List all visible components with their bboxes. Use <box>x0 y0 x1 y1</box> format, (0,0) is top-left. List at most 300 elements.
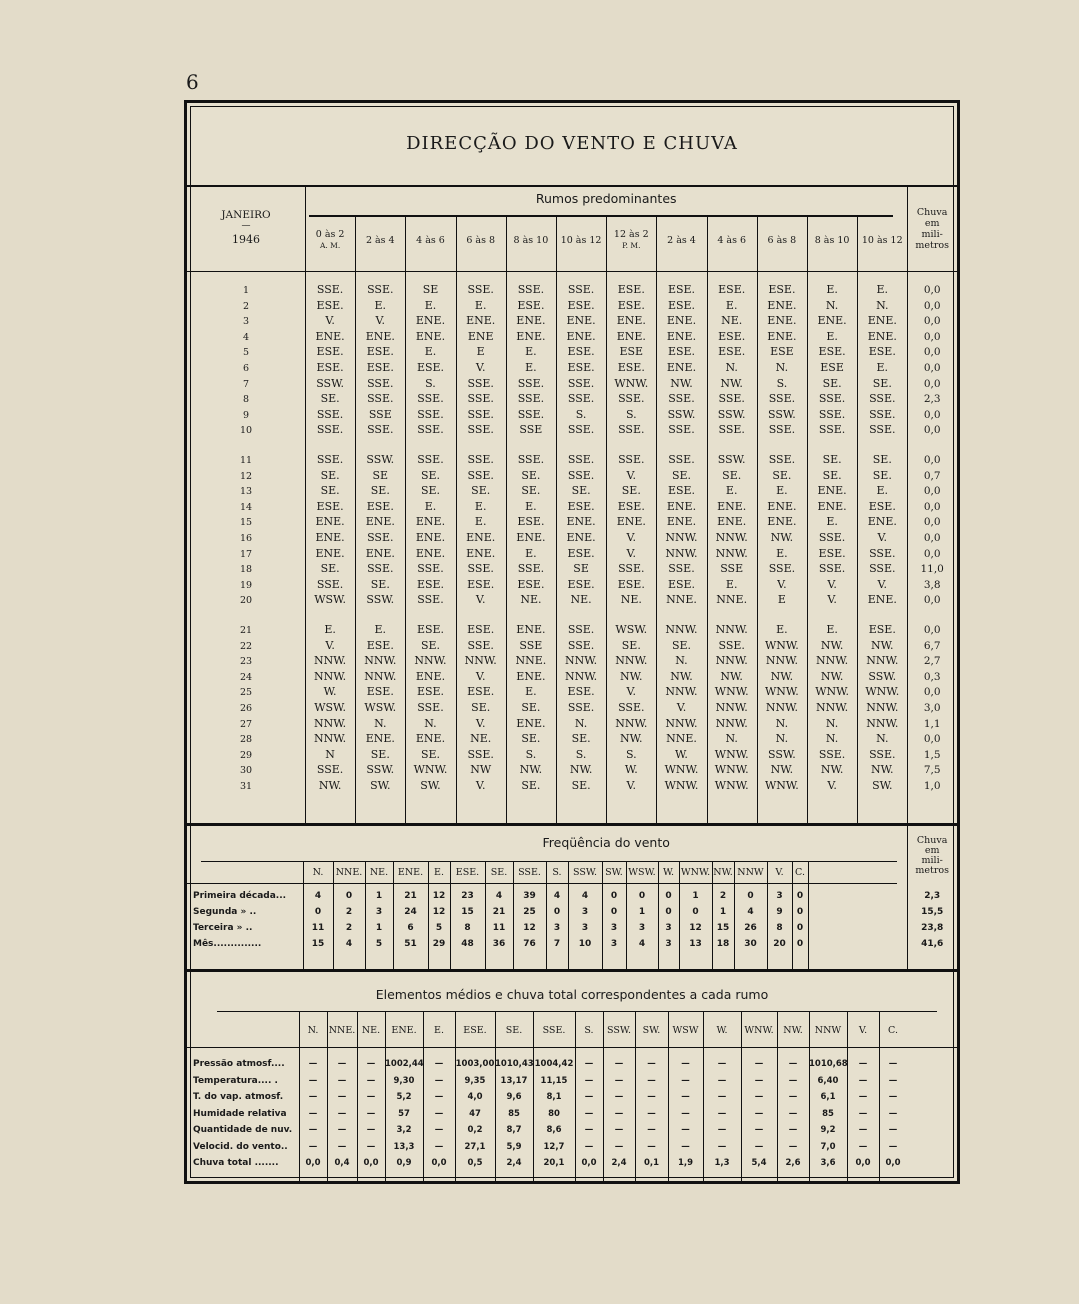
wind-direction: NW. <box>820 669 844 683</box>
wind-direction: ENE. <box>466 531 496 544</box>
elem-value: — <box>614 1075 624 1086</box>
wind-direction: E. <box>474 298 487 312</box>
wind-direction: SSW. <box>366 453 395 466</box>
elem-value: — <box>788 1075 798 1086</box>
rain-value: 0,0 <box>923 532 941 544</box>
rain-header-line: metros <box>915 240 949 251</box>
wind-direction: V. <box>325 638 335 652</box>
elem-value: — <box>788 1108 798 1119</box>
rain-header-line: mili- <box>921 229 943 240</box>
wind-direction: NNW. <box>565 669 598 683</box>
time-header: 10 às 12 <box>560 235 602 246</box>
freq-header: W. <box>662 867 675 878</box>
wind-direction: WNW. <box>664 779 699 792</box>
freq-header: SW. <box>605 867 623 878</box>
wind-direction: V. <box>777 577 787 591</box>
wind-direction: E. <box>424 298 437 312</box>
wind-direction: E. <box>525 499 537 513</box>
wind-direction: ENE. <box>566 329 596 343</box>
wind-direction: SSE. <box>567 453 595 466</box>
table-frame <box>184 100 960 1184</box>
day-number: 2 <box>242 300 250 312</box>
wind-direction: WNW. <box>413 763 448 777</box>
elem-value: — <box>681 1059 690 1069</box>
elem-value: 7,0 <box>820 1141 836 1152</box>
rule <box>187 823 957 826</box>
day-number: 28 <box>239 734 253 746</box>
freq-row-label: Segunda » .. <box>193 907 257 917</box>
freq-value: 13 <box>689 939 702 949</box>
day-number: 29 <box>239 749 253 761</box>
wind-direction: E. <box>776 623 788 636</box>
freq-value: 3 <box>665 939 672 949</box>
wind-direction: SSE. <box>768 453 796 466</box>
freq-value: 1 <box>375 891 383 901</box>
wind-direction: NW. <box>820 638 844 652</box>
elem-value: — <box>366 1125 376 1135</box>
wind-direction: WNW. <box>664 763 699 777</box>
wind-direction: SSE. <box>567 283 595 296</box>
rain-header-line: Chuva <box>916 207 948 218</box>
wind-direction: SE. <box>621 484 641 498</box>
freq-value: 0 <box>553 907 561 917</box>
wind-direction: ENE. <box>466 546 496 560</box>
freq-value: 1 <box>692 891 699 901</box>
rain-value: 0,0 <box>923 686 941 699</box>
wind-direction: V. <box>626 546 637 560</box>
wind-direction: NNW. <box>314 732 347 746</box>
wind-direction: SSE. <box>718 638 745 652</box>
freq-value: 0 <box>345 891 353 901</box>
wind-direction: WNW. <box>815 685 849 699</box>
freq-value: 76 <box>523 939 536 949</box>
page-title: DIRECÇÃO DO VENTO E CHUVA <box>406 133 738 154</box>
freq-value: 4 <box>314 891 322 901</box>
elem-value: 8,6 <box>546 1125 562 1135</box>
elem-header: NNW <box>814 1025 842 1036</box>
wind-direction: SSE. <box>567 623 595 636</box>
wind-direction: SE. <box>671 468 692 482</box>
elem-value: — <box>888 1092 898 1102</box>
elem-value: — <box>434 1059 444 1069</box>
wind-direction: ESE. <box>718 283 746 296</box>
wind-direction: ENE. <box>315 546 345 560</box>
elem-value: — <box>337 1059 347 1069</box>
time-header: 0 às 2 <box>315 229 345 240</box>
wind-direction: NE. <box>470 732 492 746</box>
freq-value: 5 <box>435 923 443 933</box>
elem-value: — <box>337 1141 347 1152</box>
elem-header: V. <box>858 1025 868 1036</box>
wind-direction: SSE. <box>417 392 444 406</box>
wind-direction: NNW. <box>314 669 347 683</box>
freq-value: 2 <box>719 891 727 901</box>
wind-direction: SSE. <box>668 423 695 437</box>
wind-direction: V. <box>626 685 637 699</box>
wind-direction: E <box>476 345 485 359</box>
wind-direction: SSE. <box>467 747 494 761</box>
wind-direction: ENE. <box>516 623 546 636</box>
elem-header: ENE. <box>391 1025 417 1036</box>
wind-direction: SSE. <box>367 531 394 544</box>
wind-direction: ESE. <box>467 577 495 591</box>
wind-direction: V. <box>877 531 888 544</box>
day-number: 25 <box>239 687 253 699</box>
wind-direction: SSE <box>368 407 392 421</box>
freq-value: 2 <box>345 923 353 933</box>
elem-value: — <box>858 1125 868 1135</box>
elem-value: 2,4 <box>506 1158 522 1168</box>
wind-direction: NNW. <box>615 716 648 730</box>
wind-direction: SSE. <box>869 562 896 576</box>
wind-direction: SSE. <box>467 423 494 437</box>
day-number: 11 <box>239 455 253 466</box>
elem-value: 0,0 <box>305 1158 321 1168</box>
elem-value: — <box>337 1075 347 1086</box>
wind-direction: SSE. <box>417 562 444 576</box>
wind-direction: NNW. <box>665 685 698 699</box>
rain-value: 0,0 <box>923 516 941 529</box>
wind-direction: E. <box>374 623 387 636</box>
elem-value: — <box>434 1141 444 1152</box>
wind-direction: NW. <box>620 732 643 746</box>
wind-direction: ENE. <box>566 531 596 544</box>
wind-direction: SSE. <box>869 747 896 761</box>
rain-value: 0,0 <box>923 299 941 312</box>
rain-value: 0,0 <box>923 362 941 374</box>
wind-direction: ESE. <box>517 577 545 591</box>
rain-value: 6,7 <box>923 639 941 652</box>
wind-direction: ENE. <box>767 515 797 529</box>
wind-direction: NNE. <box>515 654 547 668</box>
wind-direction: V. <box>325 314 335 328</box>
freq-value: 3 <box>581 907 589 917</box>
wind-direction: SE. <box>471 701 491 714</box>
wind-direction: E. <box>725 577 738 591</box>
wind-direction: SSE. <box>818 531 846 544</box>
rain-value: 1,5 <box>923 748 941 761</box>
rain-header-line: mili- <box>921 855 943 866</box>
freq-value: 9 <box>776 907 783 917</box>
rain-value: 0,0 <box>923 408 941 421</box>
elem-value: — <box>366 1108 376 1119</box>
wind-direction: SW. <box>872 779 893 792</box>
elem-value: — <box>647 1059 656 1069</box>
wind-direction: NW. <box>720 376 743 390</box>
wind-direction: SSE. <box>517 453 545 466</box>
freq-value: 3 <box>581 923 589 933</box>
wind-direction: N. <box>775 716 789 730</box>
freq-value: 36 <box>492 939 506 949</box>
wind-direction: NW. <box>770 763 794 777</box>
wind-direction: E. <box>525 546 537 560</box>
elem-value: — <box>717 1141 727 1152</box>
wind-direction: E. <box>826 283 838 296</box>
day-number: 20 <box>239 595 253 607</box>
wind-direction: ESE. <box>818 546 846 560</box>
elem-value: — <box>717 1108 727 1119</box>
rule <box>187 883 897 884</box>
wind-direction: ESE. <box>366 345 394 359</box>
freq-value: 23 <box>461 891 474 901</box>
wind-direction: ENE. <box>566 515 596 529</box>
wind-direction: SSW. <box>366 763 395 777</box>
wind-direction: SSW. <box>316 376 344 390</box>
rain-value: 0,0 <box>923 454 941 466</box>
elem-value: — <box>614 1108 624 1119</box>
rain-header-line: em <box>924 218 940 229</box>
wind-direction: SSW. <box>768 407 796 421</box>
elem-value: 9,6 <box>506 1092 522 1102</box>
wind-direction: WNW. <box>764 685 799 699</box>
elem-value: — <box>647 1092 656 1102</box>
freq-header: SSW. <box>573 867 597 878</box>
wind-direction: SE. <box>772 468 792 482</box>
elem-value: — <box>888 1141 898 1152</box>
elem-value: 1010,43 <box>495 1059 534 1069</box>
wind-direction: E. <box>876 361 889 374</box>
day-number: 1 <box>242 285 250 296</box>
elem-value: — <box>647 1108 656 1119</box>
freq-value: 15 <box>461 907 474 917</box>
freq-value: 30 <box>744 939 757 949</box>
elem-value: — <box>754 1108 764 1119</box>
freq-value: 0 <box>665 907 672 917</box>
wind-direction: NNE. <box>716 593 748 607</box>
rule <box>187 1047 957 1048</box>
freq-header: NW. <box>713 867 733 878</box>
elem-value: 12,7 <box>543 1141 565 1152</box>
rain-header-line: metros <box>915 865 949 876</box>
wind-direction: SSE. <box>467 283 494 296</box>
wind-direction: SE. <box>571 732 591 746</box>
freq-value: 21 <box>404 891 417 901</box>
freq-value: 0 <box>638 891 646 901</box>
wind-direction: ENE. <box>415 531 446 544</box>
wind-direction: SSE. <box>316 577 344 591</box>
freq-row-label: Primeira década... <box>193 891 287 901</box>
wind-direction: SSE. <box>367 376 394 390</box>
elem-header: S. <box>584 1025 594 1036</box>
wind-direction: NW. <box>318 779 342 792</box>
wind-direction: ESE. <box>718 329 746 343</box>
elem-value: — <box>888 1059 898 1069</box>
wind-direction: V. <box>827 593 837 607</box>
day-number: 7 <box>242 378 250 390</box>
wind-direction: ESE <box>770 345 794 359</box>
wind-direction: ESE. <box>366 499 394 513</box>
wind-direction: E. <box>525 345 537 359</box>
wind-direction: NW. <box>670 669 693 683</box>
freq-header: ENE. <box>397 867 424 878</box>
wind-direction: V. <box>475 593 486 607</box>
wind-direction: NNW. <box>615 654 648 668</box>
wind-direction: ESE. <box>667 577 696 591</box>
wind-direction: ESE. <box>567 298 595 312</box>
elem-value: — <box>337 1108 347 1119</box>
elem-value: 4,0 <box>467 1092 483 1102</box>
elem-row-label: Quantidade de nuv. <box>193 1125 293 1135</box>
rain-value: 0,0 <box>923 624 941 636</box>
elem-value: 27,1 <box>464 1141 486 1152</box>
wind-direction: NW. <box>820 763 844 777</box>
wind-direction: ESE. <box>467 685 495 699</box>
wind-direction: ESE. <box>667 484 696 498</box>
wind-direction: V. <box>475 779 486 792</box>
wind-direction: NE. <box>520 593 542 607</box>
freq-header: SE. <box>490 867 508 878</box>
elem-header: C. <box>888 1025 898 1036</box>
wind-direction: SSE. <box>467 392 494 406</box>
elem-value: 6,1 <box>820 1092 836 1102</box>
elem-value: — <box>681 1108 690 1119</box>
wind-direction: ESE. <box>567 345 595 359</box>
wind-direction: W. <box>323 685 337 699</box>
wind-direction: N. <box>825 732 839 746</box>
wind-direction: WSW. <box>615 623 648 636</box>
wind-direction: SSE. <box>618 701 645 714</box>
rain-value: 3,0 <box>923 702 941 714</box>
freq-value: 12 <box>689 923 702 933</box>
elem-row-label: Pressão atmosf.... <box>193 1059 285 1069</box>
wind-direction: ENE. <box>616 515 646 529</box>
elem-value: 2,6 <box>785 1158 801 1168</box>
wind-direction: NNW. <box>715 716 748 730</box>
wind-direction: WNW. <box>614 376 649 390</box>
wind-direction: ESE. <box>617 499 645 513</box>
wind-direction: ENE. <box>666 361 697 374</box>
wind-direction: SE. <box>320 562 340 576</box>
elem-value: 1,3 <box>714 1158 730 1168</box>
elem-value: 0,0 <box>855 1158 871 1168</box>
freq-header: NNE. <box>335 867 363 878</box>
elem-value: 57 <box>398 1108 410 1119</box>
wind-direction: W. <box>624 763 638 777</box>
elem-value: — <box>788 1141 798 1152</box>
wind-direction: SE <box>573 562 589 576</box>
freq-value: 8 <box>776 923 783 933</box>
freq-value: 4 <box>638 939 646 949</box>
wind-direction: ESE. <box>517 298 545 312</box>
freq-value: 12 <box>432 891 446 901</box>
elem-value: — <box>888 1125 898 1135</box>
wind-direction: S. <box>525 747 537 761</box>
wind-direction: ENE. <box>616 314 646 328</box>
wind-direction: SE. <box>521 779 541 792</box>
wind-direction: SSE. <box>316 453 344 466</box>
elem-value: 0,2 <box>467 1125 483 1135</box>
wind-direction: ESE. <box>667 283 696 296</box>
wind-direction: WNW. <box>865 685 900 699</box>
elem-value: — <box>754 1125 764 1135</box>
wind-direction: NW. <box>871 638 894 652</box>
wind-direction: SSE. <box>567 638 595 652</box>
wind-direction: ESE. <box>416 685 445 699</box>
time-header-period: A. M. <box>319 241 341 250</box>
freq-header: C. <box>795 867 805 878</box>
wind-direction: ENE. <box>516 314 546 328</box>
elem-value: 0,0 <box>581 1158 597 1168</box>
wind-direction: ESE. <box>667 345 696 359</box>
freq-value: 0 <box>692 907 699 917</box>
freq-header: E. <box>434 867 444 878</box>
elem-value: 1010,68 <box>809 1059 848 1069</box>
elem-value: — <box>614 1125 624 1135</box>
elem-value: — <box>584 1075 594 1086</box>
wind-direction: ENE. <box>365 329 395 343</box>
time-header: 8 às 10 <box>513 235 549 246</box>
freq-value: 4 <box>345 939 353 949</box>
elem-value: 9,2 <box>820 1125 836 1135</box>
wind-direction: ESE. <box>617 283 645 296</box>
elem-value: — <box>681 1075 690 1086</box>
freq-value: 4 <box>747 907 754 917</box>
wind-direction: WNW. <box>714 763 749 777</box>
elem-value: — <box>754 1141 764 1152</box>
wind-direction: ESE. <box>316 361 344 374</box>
wind-direction: NNW. <box>364 654 397 668</box>
wind-direction: WNW. <box>714 779 749 792</box>
elem-row-label: Humidade relativa <box>193 1108 287 1119</box>
freq-value: 3 <box>776 891 783 901</box>
elem-header: NE. <box>361 1025 381 1036</box>
elem-value: — <box>434 1075 444 1086</box>
wind-direction: NNW. <box>364 669 397 683</box>
wind-direction: V. <box>475 361 486 374</box>
elem-value: 0,0 <box>885 1158 901 1168</box>
wind-direction: N. <box>574 716 588 730</box>
wind-direction: NNW. <box>414 654 447 668</box>
wind-direction: SSE. <box>567 392 595 406</box>
wind-direction: NNW. <box>715 623 748 636</box>
elem-value: — <box>584 1125 594 1135</box>
day-number: 3 <box>242 316 250 328</box>
wind-direction: ENE. <box>867 314 897 328</box>
year-label: 1946 <box>232 233 260 246</box>
freq-value: 0 <box>610 891 618 901</box>
freq-value: 3 <box>553 923 561 933</box>
rain-value: 2,3 <box>923 393 941 406</box>
wind-direction: ENE. <box>767 314 797 328</box>
wind-direction: S. <box>625 747 637 761</box>
wind-direction: WNW. <box>714 685 749 699</box>
freq-header: WNW. <box>680 867 711 878</box>
wind-direction: SE. <box>370 747 390 761</box>
wind-direction: NNW. <box>765 654 798 668</box>
elem-value: — <box>308 1059 318 1069</box>
elem-value: — <box>647 1075 656 1086</box>
elem-value: 47 <box>469 1108 481 1119</box>
freq-value: 10 <box>578 939 592 949</box>
rain-value: 0,0 <box>923 733 941 746</box>
wind-direction: V. <box>827 779 837 792</box>
wind-direction: ENE. <box>315 515 345 529</box>
wind-direction: SE. <box>621 638 641 652</box>
freq-rain: 2,3 <box>924 891 941 901</box>
freq-value: 3 <box>665 923 672 933</box>
freq-value: 15 <box>716 923 730 933</box>
wind-direction: NW. <box>770 669 794 683</box>
elem-value: — <box>584 1092 594 1102</box>
wind-direction: SSE. <box>818 407 846 421</box>
wind-direction: NW. <box>620 669 643 683</box>
wind-direction: ESE. <box>868 623 896 636</box>
wind-direction: E. <box>525 361 537 374</box>
wind-direction: NE. <box>620 593 642 607</box>
wind-direction: NW. <box>720 669 743 683</box>
day-number: 30 <box>239 765 253 777</box>
elem-header: NNE. <box>328 1025 356 1036</box>
